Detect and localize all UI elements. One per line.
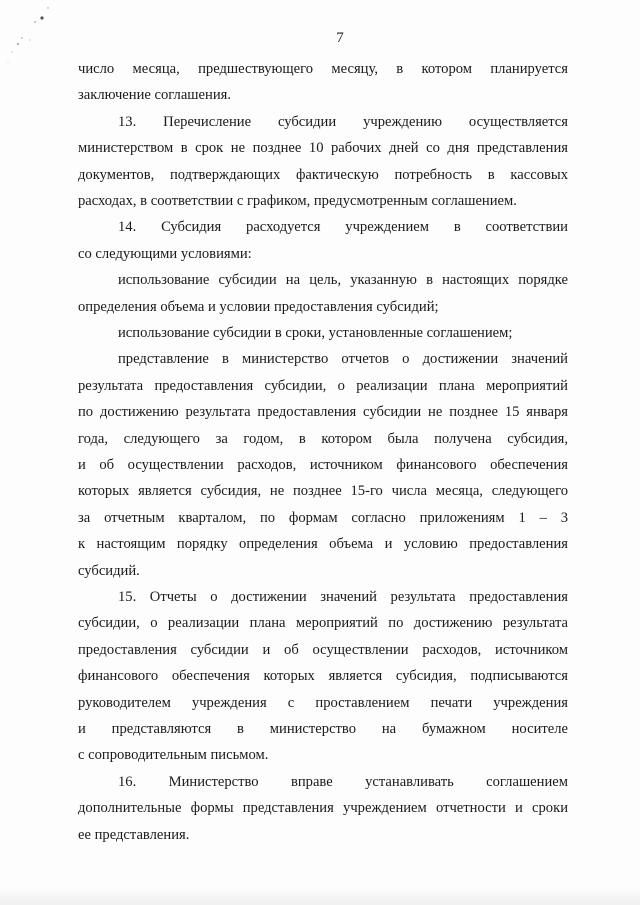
text-line: субсидий. xyxy=(78,562,140,579)
text-line: и об осуществлении расходов, источником финансового обеспечения xyxy=(78,457,568,473)
text-line: дополнительные формы представления учреждением отчетности и сроки xyxy=(78,800,568,817)
text-line: с сопроводительным письмом. xyxy=(78,747,269,764)
text-line: расходах, в соответствии с графиком, предусмотренным соглашением. xyxy=(78,193,517,209)
text-line: документов, подтверждающих фактическую потребность в кассовых xyxy=(78,166,568,183)
text-line: предоставления субсидии и об осуществлении расходов, источником xyxy=(78,641,568,658)
text-line: результата предоставления субсидии, о реализации плана мероприятий xyxy=(78,377,568,394)
text-line: число месяца, предшествующего месяцу, в котором планируется xyxy=(78,61,568,77)
text-line: за отчетным кварталом, по формам согласно приложениям 1 – 3 xyxy=(78,509,568,526)
page-number: 7 xyxy=(336,30,344,46)
text-line: финансового обеспечения которых является субсидия, подписываются xyxy=(78,668,568,685)
text-line: руководителем учреждения с проставлением печати учреждения xyxy=(78,694,568,711)
text-line: ее представления. xyxy=(78,826,190,843)
text-line: 16. Министерство вправе устанавливать соглашением xyxy=(118,773,568,790)
text-line: 13. Перечисление субсидии учреждению осуществляется xyxy=(118,113,568,130)
text-line: министерством в срок не позднее 10 рабочих дней со дня представления xyxy=(78,140,568,157)
text-line: представление в министерство отчетов о достижении значений xyxy=(118,351,568,368)
text-line: 14. Субсидия расходуется учреждением в соответствии xyxy=(118,219,568,236)
text-line: по достижению результата предоставления субсидии не позднее 15 января xyxy=(78,404,568,421)
text-line: года, следующего за годом, в котором была получена субсидия, xyxy=(78,430,568,447)
scan-bottom-edge xyxy=(0,887,640,905)
text-line: субсидии, о реализации плана мероприятий по достижению результата xyxy=(78,615,568,632)
text-line: со следующими условиями: xyxy=(78,245,252,262)
text-line: использование субсидии в сроки, установленные соглашением; xyxy=(118,325,513,341)
text-line: определения объема и условии предоставления субсидий; xyxy=(78,298,439,315)
text-line: 15. Отчеты о достижении значений результата предоставления xyxy=(118,589,568,605)
scan-noise xyxy=(0,0,80,120)
text-line: использование субсидии на цель, указанную в настоящих порядке xyxy=(118,272,568,289)
text-line: и представляются в министерство на бумажном носителе xyxy=(78,721,568,737)
text-line: которых является субсидия, не позднее 15-го числа месяца, следующего xyxy=(78,483,568,500)
text-line: к настоящим порядку определения объема и условию предоставления xyxy=(78,536,568,553)
text-line: заключение соглашения. xyxy=(78,87,231,104)
